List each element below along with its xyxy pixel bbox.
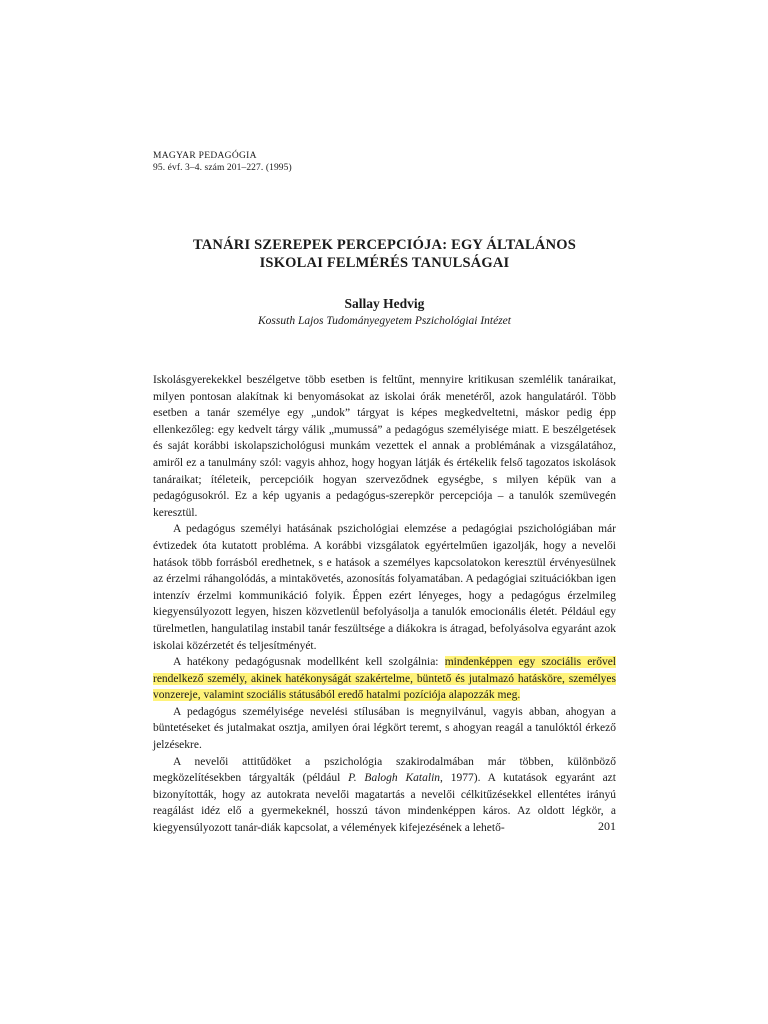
highlighted-text[interactable]: mindenképpen egy szociális erővel rendelkező személy, akinek hatékonyságát szakértelme, büntető és jutalmazó hatásköre, személyes vonzereje, valamint szociális státusából eredő hatalmi pozíciója alapozzák meg. [153,656,617,702]
author-affiliation: Kossuth Lajos Tudományegyetem Pszichológiai Intézet [258,315,511,327]
citation-author: P. Balogh Katalin [348,772,441,785]
paragraph-5 [153,754,616,837]
paper-page [153,150,616,837]
journal-header [153,150,616,174]
paragraph-5-text-end: , 1977). A kutatások egyaránt azt bizonyították, hogy az autokrata nevelői magatartás a nevelői célkitűzésekkel ellentétes irányú reagálást idéz elő a gyermekeknél, hosszú távon mindenképpen káros. Az oldott légkör, a kiegyensúlyozott tanár-diák kapcsolat, a vélemények kifejezésének a lehető- [153,772,616,835]
paragraph-3-text: A hatékony pedagógusnak modellként kell szolgálnia: [173,656,445,669]
article-title [153,236,616,272]
paragraph-3 [153,654,616,704]
journal-name: MAGYAR PEDAGÓGIA [153,151,257,161]
author-name: Sallay Hedvig [344,296,425,311]
article-body [153,372,616,837]
page-number: 201 [598,819,616,833]
paragraph-5-text-start: A nevelői attitűdöket a pszichológia szakirodalmában már többen, különböző megközelítésekben tárgyalták (például [153,755,616,785]
paragraph-2: A pedagógus személyi hatásának pszichológiai elemzése a pedagógiai pszichológiában már évtizedek óta kutatott probléma. A korábbi vizsgálatok egyértelműen igazolják, hogy a nevelői hatások több forrásból eredhetnek, s e hatások a személyes kapcsolatokon keresztül érvényesülnek az érzelmi ráhangolódás, a mintakövetés, azonosítás folyamatában. A pedagógiai szituációkban igen intenzív érzelmi kommunikáció folyik. Éppen ezért lényeges, hogy a pedagógus érzelmileg kiegyensúlyozott legyen, hiszen közvetlenül befolyásolja a tanulók emocionális életét. Például egy türelmetlen, hangulatilag instabil tanár feszültsége a diákokra is átragad, befolyásolva egyaránt azok iskolai közérzetét és teljesítményét. [153,523,616,652]
paragraph-1: Iskolásgyerekekkel beszélgetve több esetben is feltűnt, mennyire kritikusan szemlélik tanáraikat, milyen pontosan alakítnak ki benyomásokat az iskolai órák menetéről, azok hangulatáról. Több esetben a tanár személye egy „undok” tárgyat is képes megkedveltetni, máskor pedig épp ellenkezőleg: egy kedvelt tárgy válik „mumussá” a pedagógus személyisége miatt. E beszélgetések és saját korábbi iskolapszichológusi munkám vezettek el annak a problémának a vizsgálatához, amiről ez a tanulmány szól: vagyis ahhoz, hogy hogyan látják és értékelik felső tagozatos iskolások tanáraikat; ítéleteik, percepcióik hogyan szerveződnek egységbe, s milyen képük van a pedagógusokról. Ez a kép ugyanis a pedagógus-szerepkör percepciója – a tanulók szemüvegén keresztül. [153,374,616,519]
paragraph-4: A pedagógus személyisége nevelési stílusában is megnyilvánul, vagyis abban, ahogyan a büntetéseket és jutalmakat osztja, amilyen órai légkört teremt, s ahogyan reagál a tanulóktól érkező jelzésekre. [153,705,616,752]
article-title-line-1: TANÁRI SZEREPEK PERCEPCIÓJA: EGY ÁLTALÁNOS [192,237,577,253]
article-title-line-2: ISKOLAI FELMÉRÉS TANULSÁGAI [259,255,510,271]
journal-issue: 95. évf. 3–4. szám 201–227. (1995) [153,163,292,173]
